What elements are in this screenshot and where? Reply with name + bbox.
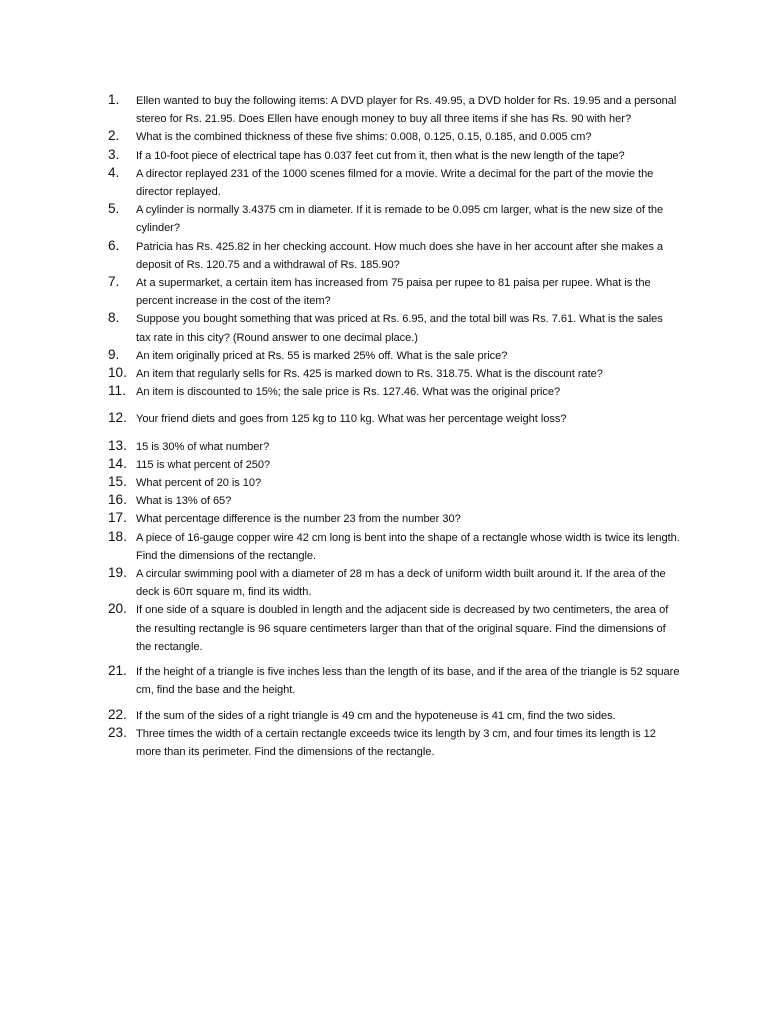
question-text: An item originally priced at Rs. 55 is marked 25% off. What is the sale price? <box>136 349 508 362</box>
question-text: A director replayed 231 of the 1000 scenes filmed for a movie. Write a decimal for the part of the movie the director replayed. <box>136 167 654 199</box>
question-text: A cylinder is normally 3.4375 cm in diameter. If it is remade to be 0.095 cm larger, what is the new size of the cylinder? <box>136 204 664 235</box>
question-number: 3. <box>108 146 120 162</box>
question-text: What percentage difference is the number 23 from the number 30? <box>136 513 461 526</box>
question-number: 2. <box>108 128 120 144</box>
question-item <box>100 529 680 565</box>
question-text: Suppose you bought something that was priced at Rs. 6.95, and the total bill was Rs. 7.61. What is the sales tax rate in this city? (Round answer to one decimal place.) <box>136 313 663 344</box>
question-number: 13. <box>108 437 127 453</box>
question-item <box>100 492 680 510</box>
question-item <box>100 310 680 346</box>
question-number: 20. <box>108 601 127 617</box>
question-item <box>100 456 680 474</box>
question-number: 11. <box>108 383 126 399</box>
question-number: 18. <box>108 528 127 544</box>
question-text: Ellen wanted to buy the following items: A DVD player for Rs. 49.95, a DVD holder for Rs. 19.95 and a personal stereo for Rs. 21.95. Does Ellen have enough money to buy all three items if she has Rs. 90 with her? <box>136 95 677 126</box>
question-text: If the sum of the sides of a right triangle is 49 cm and the hypoteneuse is 41 cm, find the two sides. <box>136 709 616 722</box>
question-text: If the height of a triangle is five inches less than the length of its base, and if the area of the triangle is 52 square cm, find the base and the height. <box>136 666 680 697</box>
question-text: An item is discounted to 15%; the sale price is Rs. 127.46. What was the original price? <box>136 386 561 399</box>
question-text: A piece of 16-gauge copper wire 42 cm long is bent into the shape of a rectangle whose width is twice its length. Find the dimensions of the rectangle. <box>136 531 680 562</box>
question-number: 9. <box>108 346 120 362</box>
question-item <box>100 201 680 237</box>
question-item <box>100 147 680 165</box>
question-item <box>100 383 680 401</box>
question-text: What is the combined thickness of these five shims: 0.008, 0.125, 0.15, 0.185, and 0.005 cm? <box>136 131 592 144</box>
question-item <box>100 663 680 699</box>
question-item <box>100 510 680 528</box>
question-text: A circular swimming pool with a diameter of 28 m has a deck of uniform width built around it. If the area of the deck is 60π square m, find its width. <box>136 568 666 599</box>
question-number: 4. <box>108 164 120 180</box>
question-number: 22. <box>108 706 127 722</box>
question-number: 16. <box>108 492 127 508</box>
question-number: 6. <box>108 237 120 253</box>
question-item <box>100 128 680 146</box>
question-item <box>100 410 680 428</box>
question-text: What percent of 20 is 10? <box>136 477 262 490</box>
question-number: 5. <box>108 201 120 217</box>
question-item <box>100 474 680 492</box>
question-text: Three times the width of a certain rectangle exceeds twice its length by 3 cm, and four times its length is 12 more than its perimeter. Find the dimensions of the rectangle. <box>136 727 656 758</box>
question-number: 7. <box>108 274 120 290</box>
question-text: An item that regularly sells for Rs. 425 is marked down to Rs. 318.75. What is the discount rate? <box>136 368 603 381</box>
question-list <box>100 92 680 761</box>
question-number: 21. <box>108 663 127 679</box>
question-number: 17. <box>108 510 127 526</box>
question-item <box>100 274 680 310</box>
question-item <box>100 601 680 656</box>
question-item <box>100 725 680 761</box>
question-item <box>100 365 680 383</box>
question-number: 23. <box>108 724 127 740</box>
question-number: 1. <box>108 92 120 107</box>
question-item <box>100 92 680 128</box>
question-item <box>100 565 680 601</box>
question-text: Your friend diets and goes from 125 kg to 110 kg. What was her percentage weight loss? <box>136 413 567 426</box>
question-text: If one side of a square is doubled in length and the adjacent side is decreased by two centimeters, the area of the resulting rectangle is 96 square centimeters larger than that of the original square. Find the dimensions of the rectangle. <box>136 604 669 653</box>
question-item <box>100 238 680 274</box>
question-text: At a supermarket, a certain item has increased from 75 paisa per rupee to 81 paisa per rupee. What is the percent increase in the cost of the item? <box>136 277 651 308</box>
question-text: 115 is what percent of 250? <box>136 458 271 471</box>
question-item <box>100 438 680 456</box>
question-number: 14. <box>108 455 127 471</box>
question-item <box>100 347 680 365</box>
question-text: Patricia has Rs. 425.82 in her checking account. How much does she have in her account after she makes a deposit of Rs. 120.75 and a withdrawal of Rs. 185.90? <box>136 240 663 271</box>
question-number: 10. <box>108 365 127 381</box>
question-text: If a 10-foot piece of electrical tape has 0.037 feet cut from it, then what is the new length of the tape? <box>136 149 625 162</box>
question-item <box>100 707 680 725</box>
question-number: 8. <box>108 310 120 326</box>
question-number: 19. <box>108 565 127 581</box>
question-item <box>100 165 680 201</box>
question-number: 15. <box>108 474 127 490</box>
question-number: 12. <box>108 410 127 426</box>
question-text: What is 13% of 65? <box>136 495 232 508</box>
question-text: 15 is 30% of what number? <box>136 440 270 453</box>
